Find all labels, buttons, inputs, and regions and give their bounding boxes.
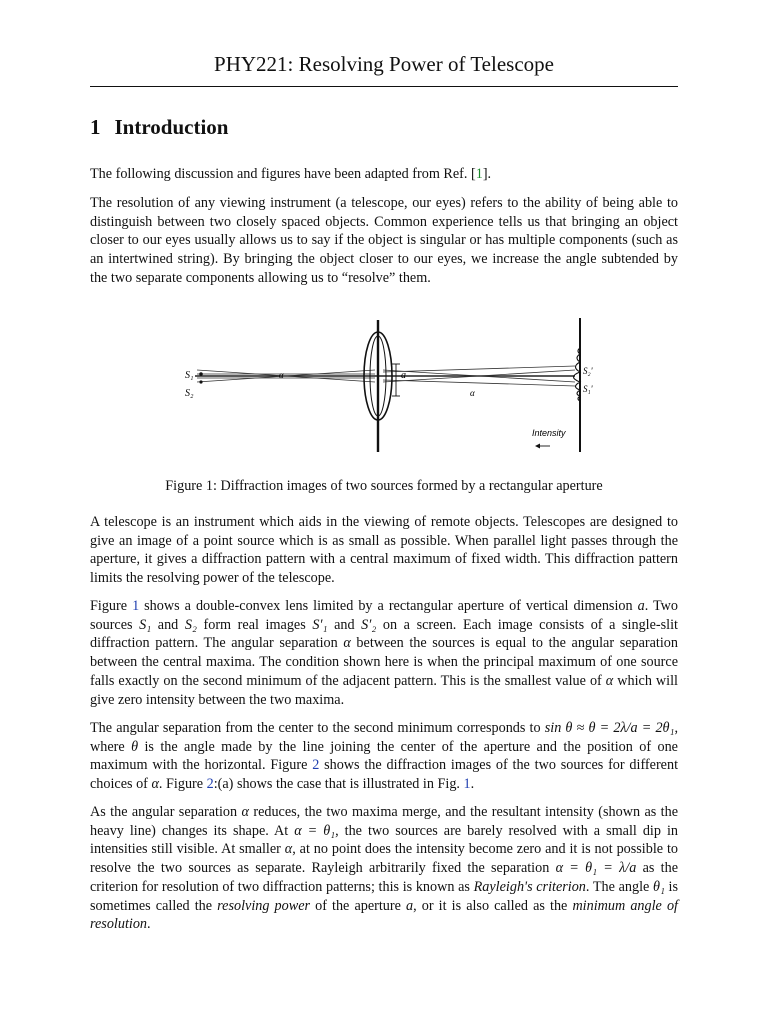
p6-h: of the aperture xyxy=(310,897,407,914)
p6-b: reduces, the two maxima merge, and the resultant intensity (shown as the heavy line) changes its shape. At xyxy=(90,804,678,839)
figure-1-diagram xyxy=(175,312,595,456)
sym-a: a xyxy=(406,897,414,914)
p5-f: :(a) shows the case that is illustrated in Fig. xyxy=(213,776,464,793)
sym-alpha: α xyxy=(284,841,293,858)
sym-s2: S₂ xyxy=(184,616,197,633)
equation-rayleigh: α = θ₁ = λ/a xyxy=(555,860,637,877)
source-s1-dot xyxy=(199,372,203,376)
label-s1-prime: S₁' xyxy=(583,384,593,394)
section-heading xyxy=(90,115,228,140)
equation-sin-theta: sin θ ≈ θ = 2λ/a = 2θ₁ xyxy=(544,720,675,736)
p6-e: as the criterion for resolution of two diffraction patterns; this is known as xyxy=(90,860,678,895)
figure-1-link[interactable]: 1 xyxy=(132,598,140,614)
header-rule xyxy=(90,86,678,87)
figure-1-link-b[interactable]: 1 xyxy=(463,776,471,793)
p4-a: Figure xyxy=(90,598,133,614)
p1-text: The following discussion and figures have been adapted from Ref. [ xyxy=(90,166,476,182)
label-intensity: Intensity xyxy=(532,428,566,438)
p5-a: The angular separation from the center to the second minimum corresponds to xyxy=(90,720,545,736)
p6-d: , at no point does the intensity become zero and it is not possible to resolve the two sources as separate. Rayleigh arbitrarily fixed the separation xyxy=(90,841,678,877)
sym-s1p: S′₁ xyxy=(312,616,328,633)
p1-end: ]. xyxy=(482,166,492,182)
sym-theta: θ xyxy=(131,738,139,755)
label-s2-prime: S₂' xyxy=(583,366,593,376)
p6-j: . xyxy=(147,916,151,933)
p4-i: which will give zero intensity between the two maxima. xyxy=(90,672,678,708)
p4-h: between the sources is equal to the angular separation between the central maxima. The condition shown here is when the principal maximum of one source falls exactly on the second minimum of the adjacent pattern. This is the smallest value of xyxy=(90,635,678,689)
label-alpha-left: α xyxy=(279,370,284,380)
sym-s1: S₁ xyxy=(139,616,152,633)
p4-c: . Two sources xyxy=(90,598,678,633)
sym-alpha: α xyxy=(241,804,249,820)
p6-f: . The angle xyxy=(585,878,653,895)
p4-d: and xyxy=(151,616,185,633)
p6-a: As the angular separation xyxy=(90,804,242,820)
p5-b: , where xyxy=(90,720,678,755)
term-min-angle: minimum angle of resolution xyxy=(90,897,678,933)
label-alpha-right: α xyxy=(470,388,475,398)
sym-s2p: S′₂ xyxy=(361,616,377,633)
p6-i: , or it is also called as the xyxy=(413,897,573,914)
p4-g: on a screen. Each image consists of a single-slit diffraction pattern. The angular separation xyxy=(90,616,678,652)
sym-theta1: θ₁ xyxy=(652,878,665,895)
paragraph-4 xyxy=(90,597,678,709)
source-s2-dot xyxy=(199,380,202,383)
p5-g: . xyxy=(470,776,475,793)
figure-1-caption: Figure 1: Diffraction images of two sources formed by a rectangular aperture xyxy=(165,478,603,494)
sym-alpha: α xyxy=(343,635,351,652)
p5-d: shows the diffraction images of the two sources for different choices of xyxy=(90,757,679,793)
paragraph-3 xyxy=(90,513,678,588)
p4-f: and xyxy=(327,616,362,633)
paragraph-1 xyxy=(90,165,678,184)
p6-g: is sometimes called the xyxy=(90,878,679,914)
ray-after-1 xyxy=(383,366,575,372)
label-s2: S₂ xyxy=(185,388,194,399)
label-aperture-a: a xyxy=(401,370,406,381)
sym-alpha: α xyxy=(151,776,159,793)
sym-a: a xyxy=(637,598,645,614)
section-number: 1 xyxy=(90,115,101,139)
term-rayleigh-criterion: Rayleigh's criterion xyxy=(473,878,586,895)
equation-alpha-theta1: α = θ₁ xyxy=(294,822,336,839)
intensity-arrowhead xyxy=(535,444,540,449)
paragraph-2 xyxy=(90,194,678,288)
paragraph-6 xyxy=(90,803,678,934)
citation-link[interactable]: 1 xyxy=(475,166,483,182)
sym-alpha: α xyxy=(605,672,614,689)
p6-c: , the two sources are barely resolved with a small dip in intensities still visible. At smaller xyxy=(90,822,678,858)
figure-2-link[interactable]: 2 xyxy=(312,757,320,774)
ray-after-2 xyxy=(383,380,575,386)
p4-e: form real images xyxy=(196,616,313,633)
figure-2a-link[interactable]: 2 xyxy=(206,776,214,793)
term-resolving-power: resolving power xyxy=(217,897,311,914)
p4-b: shows a double-convex lens limited by a rectangular aperture of vertical dimension xyxy=(139,598,638,614)
label-s1: S₁ xyxy=(185,370,194,381)
p3-text: A telescope is an instrument which aids in the viewing of remote objects. Telescopes are designed to give an image of a point source which is as small as possible. When parallel light passes through the aperture, it gives a diffraction pattern with a central maximum of fixed width. This diffraction pattern limits the resolving power of the telescope. xyxy=(90,514,678,587)
p2-text: The resolution of any viewing instrument (a telescope, our eyes) refers to the ability of being able to distinguish between two closely spaced objects. Common experience tells us that bringing an object closer to our eyes usually allows us to say if the object is singular or has multiple components (such as an intertwined string). By bringing the object closer to our eyes, we increase the angle subtended by the two separate components allowing us to “resolve” them. xyxy=(90,195,678,286)
section-title: Introduction xyxy=(114,115,229,139)
page-header: PHY221: Resolving Power of Telescope xyxy=(214,52,554,76)
p5-c: is the angle made by the line joining the center of the aperture and the position of one maximum with the horizontal. Figure xyxy=(90,738,678,774)
paragraph-5 xyxy=(90,719,678,794)
p5-e: . Figure xyxy=(158,776,207,793)
